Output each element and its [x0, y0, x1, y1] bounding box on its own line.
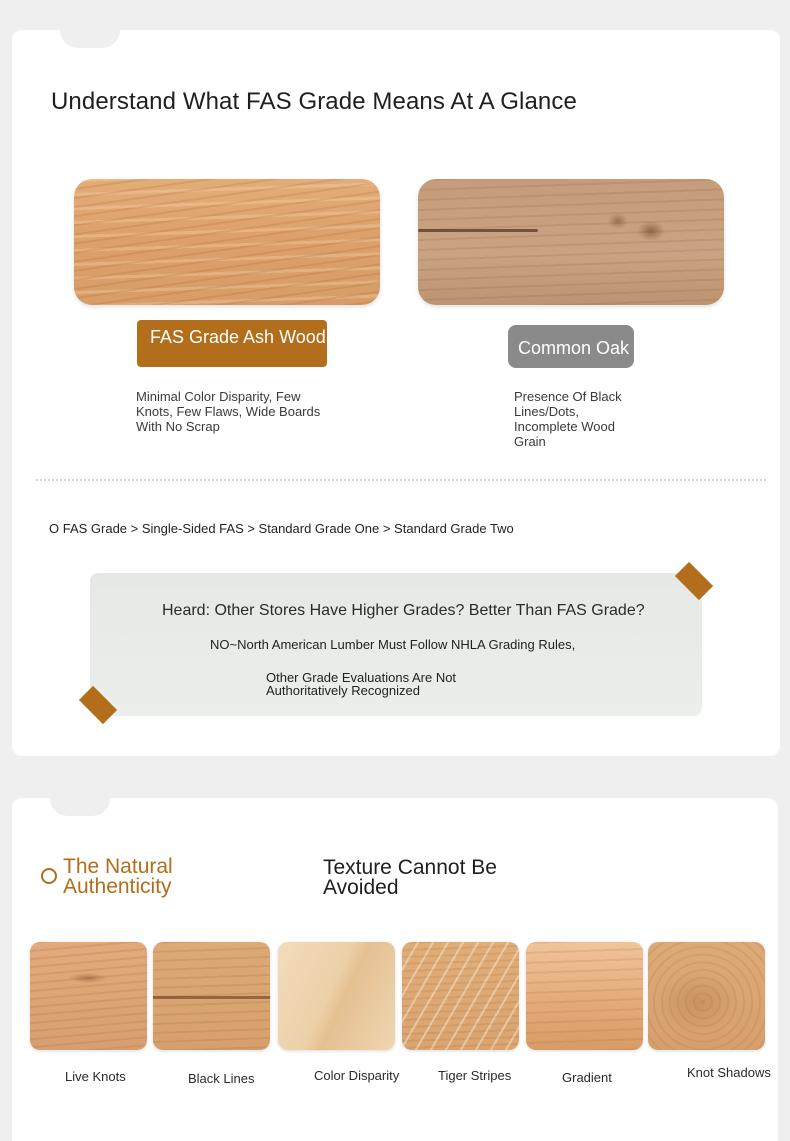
swatch-label: Tiger Stripes	[438, 1068, 512, 1083]
swatch-label: Color Disparity	[314, 1068, 400, 1083]
oak-description: Presence Of Black Lines/Dots, Incomplete Wood Grain	[514, 389, 622, 449]
fas-grade-badge: FAS Grade Ash Wood	[137, 320, 327, 367]
swatch-label: Black Lines	[188, 1071, 255, 1086]
circle-bullet-icon	[41, 868, 57, 884]
authenticity-title: The Natural Authenticity	[63, 855, 173, 898]
dotted-divider	[36, 479, 766, 481]
common-oak-image	[418, 179, 724, 305]
card-notch	[60, 30, 120, 48]
swatch-label: Live Knots	[65, 1069, 126, 1084]
black-line-defect	[418, 229, 538, 232]
black-lines-swatch	[153, 942, 270, 1050]
callout-answer-detail: Other Grade Evaluations Are Not Authoritatively Recognized	[266, 670, 457, 698]
fas-ash-wood-image	[74, 179, 380, 305]
callout-question: Heard: Other Stores Have Higher Grades? Better Than FAS Grade?	[162, 602, 645, 619]
swatch-label: Gradient	[562, 1070, 612, 1085]
knot-shadows-swatch	[648, 942, 765, 1050]
texture-title: Texture Cannot Be Avoided	[323, 856, 497, 899]
live-knots-swatch	[30, 942, 147, 1050]
fas-description: Minimal Color Disparity, Few Knots, Few Flaws, Wide Boards With No Scrap	[136, 389, 321, 434]
card-notch	[50, 798, 110, 816]
gradient-swatch	[526, 942, 643, 1050]
tiger-stripes-swatch	[402, 942, 519, 1050]
swatch-label: Knot Shadows	[687, 1065, 771, 1080]
color-disparity-swatch	[278, 942, 395, 1050]
callout-answer: NO~North American Lumber Must Follow NHLA Grading Rules,	[210, 637, 576, 652]
section-title: Understand What FAS Grade Means At A Glance	[51, 88, 577, 115]
common-oak-badge: Common Oak	[508, 325, 634, 368]
grade-ranking: O FAS Grade > Single-Sided FAS > Standard Grade One > Standard Grade Two	[49, 521, 514, 536]
